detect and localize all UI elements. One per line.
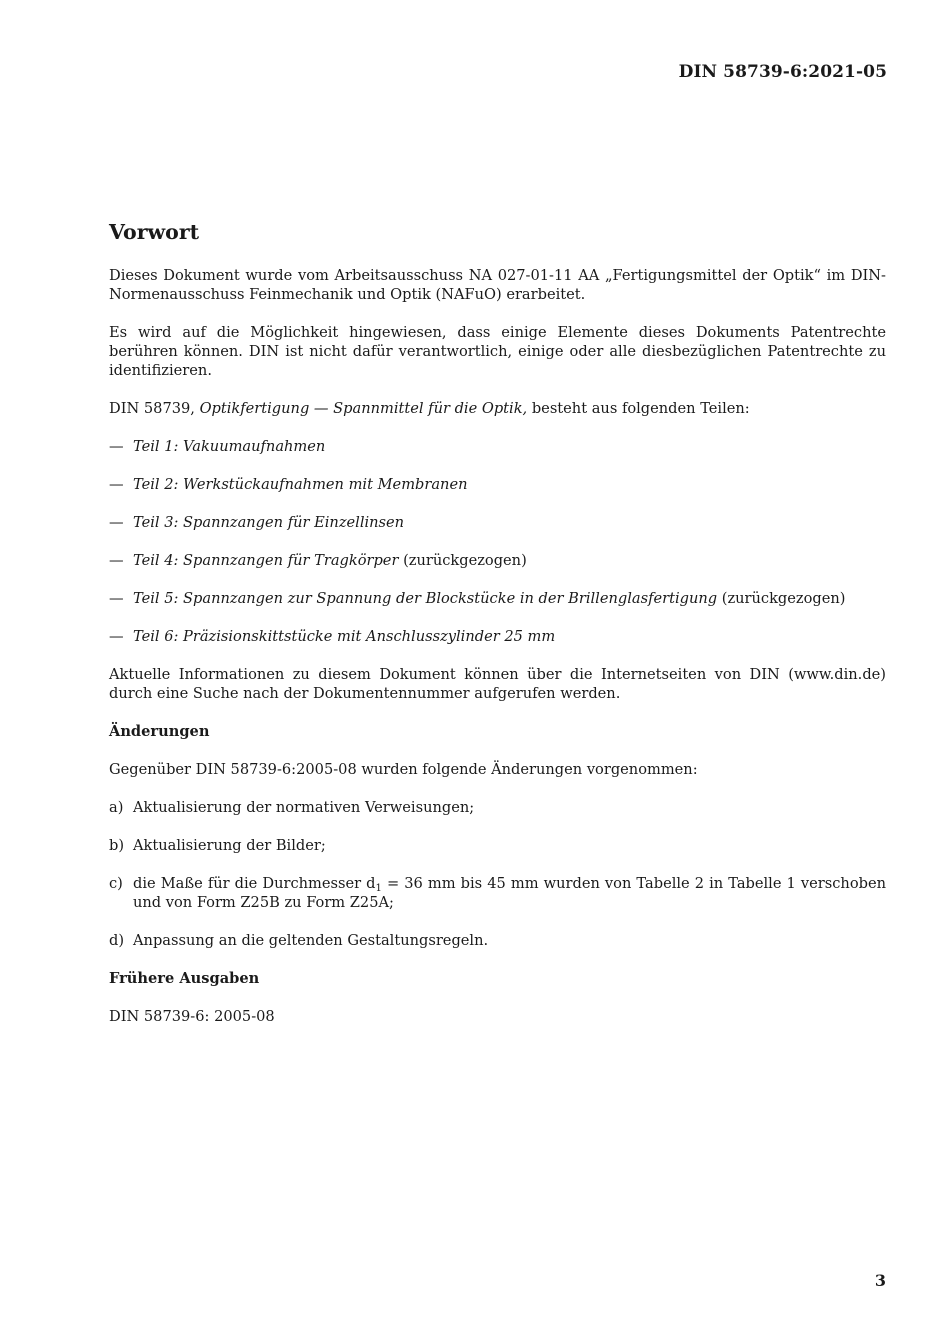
part-title: Teil 3: Spannzangen für Einzellinsen [133, 514, 405, 531]
changes-intro: Gegenüber DIN 58739-6:2005-08 wurden folgende Änderungen vorgenommen: [109, 761, 698, 778]
part-title: Teil 2: Werkstückaufnahmen mit Membranen [133, 476, 468, 493]
change-text-after: = 36 mm bis 45 mm wurden von Tabelle 2 in Tabelle 1 verschoben und von Form Z25B zu Form Z25A; [133, 875, 886, 911]
diameter-subscript: 1 [375, 883, 382, 894]
change-text [133, 874, 886, 912]
earlier-editions-text: DIN 58739-6: 2005-08 [109, 1008, 275, 1025]
list-marker: — [109, 590, 124, 607]
series-title: Optikfertigung — Spannmittel für die Optik, [199, 400, 528, 417]
list-marker: — [109, 438, 124, 455]
list-item [109, 551, 886, 570]
part-title: Teil 1: Vakuumaufnahmen [133, 438, 326, 455]
list-marker: c) [109, 875, 123, 892]
part-title: Teil 5: Spannzangen zur Spannung der Blockstücke in der Brillenglasfertigung [133, 590, 718, 607]
list-item [109, 836, 886, 855]
document-id-header: DIN 58739-6:2021-05 [678, 62, 887, 82]
list-item [109, 798, 886, 817]
list-marker: — [109, 514, 124, 531]
list-marker: — [109, 552, 124, 569]
changes-heading: Änderungen [109, 723, 210, 740]
part-title: Teil 6: Präzisionskittstücke mit Anschlusszylinder 25 mm [133, 628, 556, 645]
page-number: 3 [874, 1271, 886, 1290]
parts-intro-suffix: besteht aus folgenden Teilen: [527, 400, 750, 417]
list-item [109, 475, 886, 494]
foreword-paragraph-1: Dieses Dokument wurde vom Arbeitsausschuss NA 027-01-11 AA „Fertigungsmittel der Optik“ im DIN-Normenausschuss Feinmechanik und Optik (NAFuO) erarbeitet. [109, 267, 886, 303]
change-text: Anpassung an die geltenden Gestaltungsregeln. [133, 932, 489, 949]
list-item [109, 931, 886, 950]
list-marker: — [109, 476, 124, 493]
list-marker: a) [109, 799, 124, 816]
foreword-paragraph-2: Es wird auf die Möglichkeit hingewiesen, dass einige Elemente dieses Dokuments Patentrechte berühren können. DIN ist nicht dafür verantwortlich, einige oder alle diesbezüglichen Patentrechte zu identifizieren. [109, 324, 886, 379]
list-item [109, 874, 886, 912]
list-marker: d) [109, 932, 125, 949]
changes-list [109, 798, 886, 950]
list-item [109, 589, 886, 608]
foreword-paragraph-4: Aktuelle Informationen zu diesem Dokument können über die Internetseiten von DIN (www.din.de) durch eine Suche nach der Dokumentennummer aufgerufen werden. [109, 666, 886, 702]
part-title: Teil 4: Spannzangen für Tragkörper [133, 552, 399, 569]
list-item [109, 627, 886, 646]
parts-intro [109, 399, 886, 418]
part-note: (zurückgezogen) [398, 552, 527, 569]
change-text: Aktualisierung der normativen Verweisungen; [133, 799, 475, 816]
parts-list [109, 437, 886, 646]
list-marker: b) [109, 837, 125, 854]
page-content [109, 218, 886, 1045]
list-item [109, 513, 886, 532]
foreword-title: Vorwort [109, 220, 200, 244]
change-text: Aktualisierung der Bilder; [133, 837, 326, 854]
part-note: (zurückgezogen) [717, 590, 846, 607]
list-marker: — [109, 628, 124, 645]
change-text-before: die Maße für die Durchmesser d [133, 875, 376, 892]
parts-intro-prefix: DIN 58739, [109, 400, 200, 417]
earlier-editions-heading: Frühere Ausgaben [109, 970, 260, 987]
list-item [109, 437, 886, 456]
